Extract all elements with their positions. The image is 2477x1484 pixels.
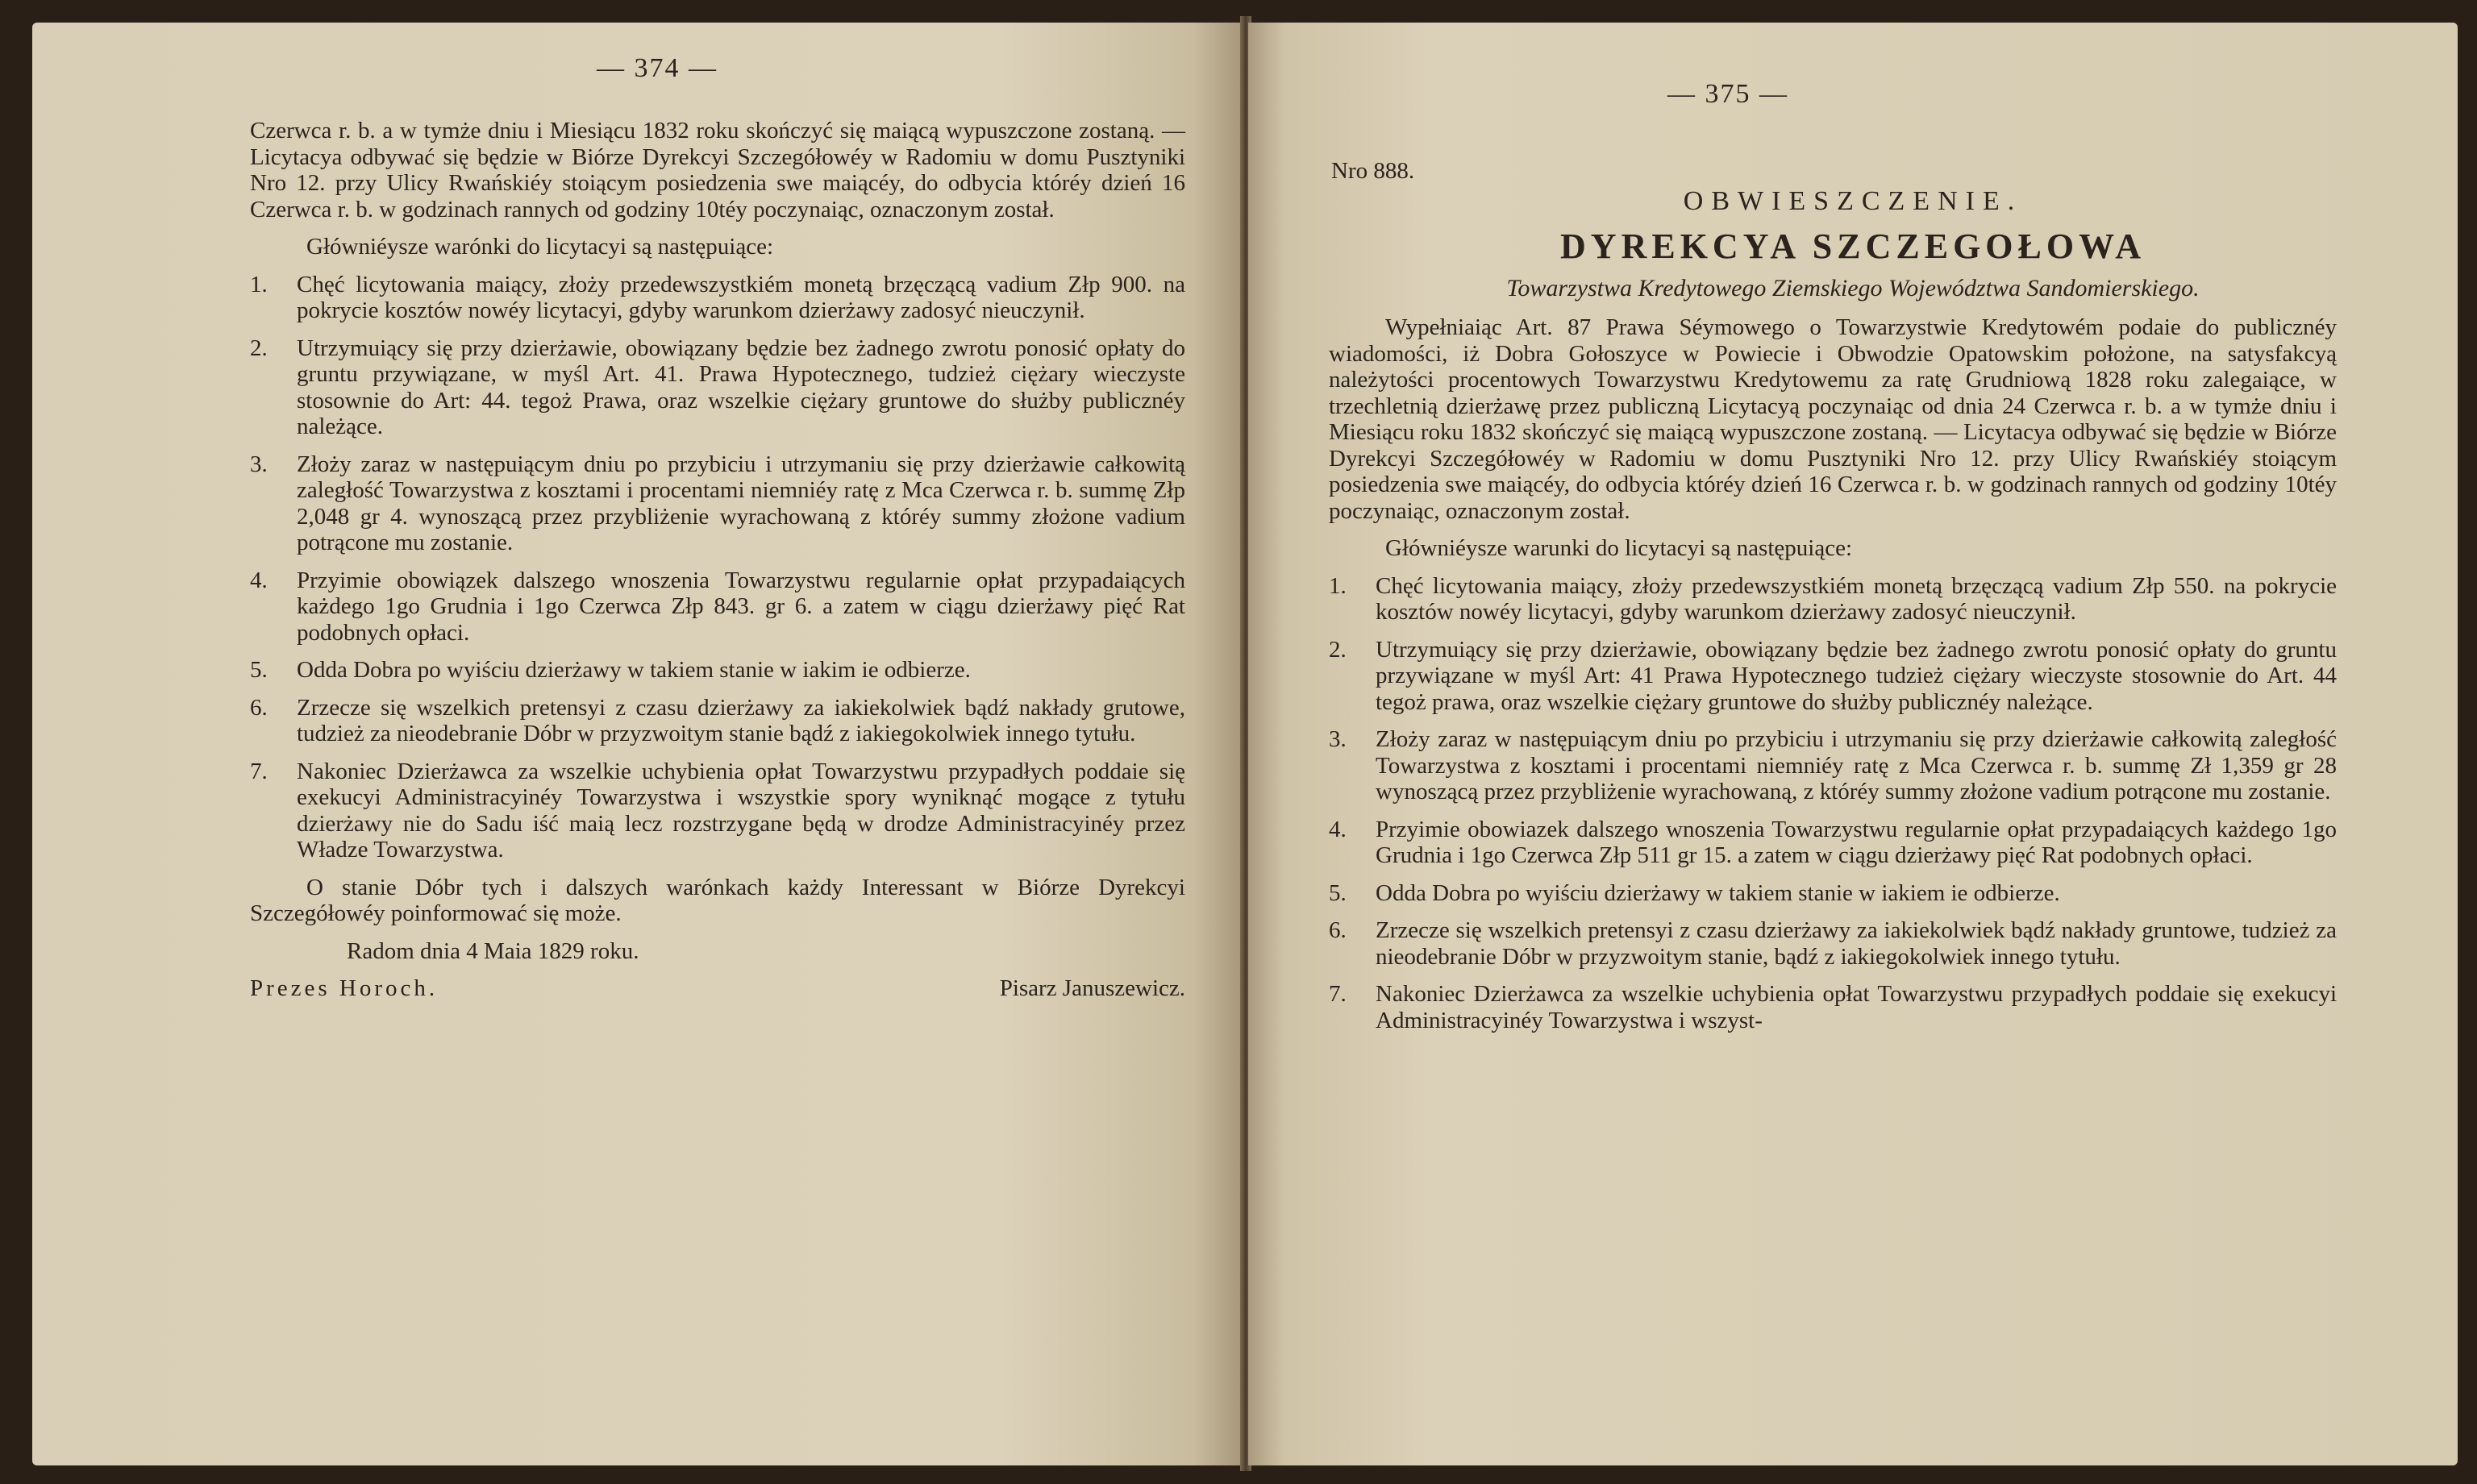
item-number: 3. [250,451,268,477]
item-number: 4. [1329,816,1347,842]
left-condition-5 [250,657,1185,684]
left-page [32,23,1242,1465]
left-intro-paragraph: Czerwca r. b. a w tymże dniu i Miesiącu 1832 roku skończyć się maiącą wypuszczone zostaną. — Licytacya odbywać się będzie w Biórze Dyrekcyi Szczegółowéy w Radomiu w domu Pusztyniki Nro 12. przy Ulicy Rwańskiéy stoiącym posiedzenia swe maiącéy, do odbycia któréy dzień 16 Czerwca r. b. w godzinach rannych od godziny 10téy poczynaiąc, oznaczonym został. [250,118,1185,222]
secretary-signature: Pisarz Januszewicz. [999,975,1185,1001]
item-number: 6. [1329,917,1347,943]
right-condition-1 [1329,573,2337,626]
right-condition-5 [1329,880,2337,907]
left-condition-4 [250,567,1185,646]
left-condition-3 [250,451,1185,556]
left-closing-paragraph: O stanie Dóbr tych i dalszych warónkach każdy Interessant w Biórze Dyrekcyi Szczegółowéy poinformować się może. [250,874,1185,926]
item-text: Utrzymuiący się przy dzierżawie, obowiązany będzie bez żadnego zwrotu ponosić opłaty do gruntu przywiązane w myśl Art: 41 Prawa Hypotecznego tudzież ciężary wieczyste stosownie do Art. 44 tegoż prawa, oraz wszelkie ciężary gruntowe do służby publicznéy należące. [1376,636,2337,715]
item-text: Przyimie obowiazek dalszego wnoszenia Towarzystwu regularnie opłat przypadaiących każdego 1go Grudnia i 1go Czerwca Złp 511 gr 15. a zatem w ciągu dzierżawy pięć Rat podobnych opłaci. [1376,816,2337,868]
right-page-text [1329,314,2337,1045]
item-text: Zrzecze się wszelkich pretensyi z czasu dzierżawy za iakiekolwiek bądź nakłady gruntowe, tudzież za nieodebranie Dóbr w przyzwoitym stanie, bądź z iakiegokolwiek innego tytułu. [1376,917,2337,970]
item-number: 5. [250,657,268,683]
left-conditions-heading: Główniéysze warónki do licytacyi są następuiące: [306,234,773,260]
page-number-right: — 375 — [1667,79,1788,109]
left-condition-6 [250,695,1185,747]
right-page [1248,23,2458,1465]
item-number: 1. [1329,572,1347,599]
right-conditions-heading: Główniéysze warunki do licytacyi są następuiące: [1385,535,1852,561]
page-number-left: — 374 — [597,53,718,83]
item-text: Utrzymuiący się przy dzierżawie, obowiązany będzie bez żadnego zwrotu ponosić opłaty do gruntu przywiązane, w myśl Art. 41. Prawa Hypotecznego, tudzież ciężary wieczyste stosownie do Art: 44. tegoż Prawa, oraz wszelkie ciężary gruntowe do służby publicznéy należące. [297,335,1185,439]
item-text: Złoży zaraz w następuiącym dniu po przybiciu i utrzymaniu się przy dzierżawie całkowitą zaległość Towarzystwa z kosztami i procentami niemniéy ratę z Mca Czerwca r. b. summę Zł 1,359 gr 28 wynoszącą przez przybliżenie wyrachowaną, z któréy summy złożone vadium potrącone mu zostanie. [1376,726,2337,804]
right-condition-6 [1329,917,2337,970]
announcement-title: OBWIESZCZENIE. [1683,186,2023,216]
item-text: Odda Dobra po wyiściu dzierżawy w takiem stanie w iakiem ie odbierze. [1376,879,2060,906]
right-intro-paragraph: Wypełniaiąc Art. 87 Prawa Séymowego o Towarzystwie Kredytowém podaie do publicznéy wiadomości, iż Dobra Gołoszyce w Powiecie i Obwodzie Opatowskim położone, na satysfakcyą należytości procentowych Towarzystwu Kredytowemu za ratę Grudniową 1828 roku zalegaiące, w trzechletnią dzierżawę przez publiczną Licytacyą poczynaiąc od dnia 24 Czerwca r. b. a w tymże dniu i Miesiącu roku 1832 skończyć się maiącą wypuszczone zostaną. — Licytacya odbywać się będzie w Biórze Dyrekcyi Szczegółowéy w Radomiu w domu Pusztyniki Nro 12. przy Ulicy Rwańskiéy stoiącym posiedzenia swe maiącéy, do odbycia któréy dzień 16 Czerwca r. b. w godzinach rannych od godziny 10téy poczynaiąc, oznaczonym został. [1329,314,2337,524]
right-condition-3 [1329,726,2337,805]
right-condition-4 [1329,817,2337,869]
left-condition-2 [250,335,1185,440]
item-text: Chęć licytowania maiący, złoży przedewszystkiém monetą brzęczącą vadium Złp 900. na pokrycie kosztów nowéy licytacyi, gdyby warunkom dzierżawy zadosyć nieuczynił. [297,271,1185,323]
issuer-subtitle: Towarzystwa Kredytowego Ziemskiego Województwa Sandomierskiego. [1506,275,2200,301]
item-text: Odda Dobra po wyiściu dzierżawy w takiem stanie w iakim ie odbierze. [297,657,971,683]
left-signatures [250,975,1185,1002]
item-text: Przyimie obowiązek dalszego wnoszenia Towarzystwu regularnie opłat przypadaiących każdego 1go Grudnia i 1go Czerwca Złp 843. gr 6. a zatem w ciągu dzierżawy pięć Rat podobnych opłaci. [297,567,1185,646]
item-number: 7. [250,758,268,784]
announcement-number: Nro 888. [1331,158,1415,184]
item-number: 2. [250,335,268,361]
item-text: Chęć licytowania maiący, złoży przedewszystkiém monetą brzęczącą vadium Złp 550. na pokrycie kosztów nowéy licytacyi, gdyby warunkom dzierżawy zadosyć nieuczynił. [1376,572,2337,625]
left-date-line: Radom dnia 4 Maia 1829 roku. [347,937,639,964]
item-number: 3. [1329,726,1347,752]
left-condition-7 [250,759,1185,863]
left-condition-1 [250,272,1185,324]
item-number: 2. [1329,636,1347,663]
item-number: 7. [1329,981,1347,1007]
item-text: Złoży zaraz w następuiącym dniu po przybiciu i utrzymaniu się przy dzierżawie całkowitą zaległość Towarzystwa z kosztami i procentami niemniéy ratę z Mca Czerwca r. b. summę Złp 2,048 gr 4. wynoszącą przez przybliżenie wyrachowaną z któréy summy złożone vadium potrącone mu zostanie. [297,451,1185,555]
item-number: 1. [250,271,268,297]
right-condition-7 [1329,981,2337,1033]
president-signature: Prezes Horoch. [250,975,439,1001]
right-condition-2 [1329,637,2337,716]
item-number: 6. [250,694,268,721]
item-number: 5. [1329,879,1347,906]
item-text: Nakoniec Dzierżawca za wszelkie uchybienia opłat Towarzystwu przypadłych poddaie się exekucyi Administracyinéy Towarzystwa i wszystkie spory wyniknąć mogące z tytułu dzierżawy nie do Sadu iść maią lecz rozstrzygane będą w drodze Administracyinéy przez Władze Towarzystwa. [297,758,1185,863]
left-page-text [250,118,1185,1002]
issuer-title: DYREKCYA SZCZEGOŁOWA [1560,227,2146,266]
item-text: Nakoniec Dzierżawca za wszelkie uchybienia opłat Towarzystwu przypadłych poddaie się exekucyi Administracyinéy Towarzystwa i wszyst- [1376,981,2337,1033]
item-number: 4. [250,567,268,593]
item-text: Zrzecze się wszelkich pretensyi z czasu dzierżawy za iakiekolwiek bądź nakłady grutowe, tudzież za nieodebranie Dóbr w przyzwoitym stanie bądź z iakiegokolwiek innego tytułu. [297,694,1185,746]
